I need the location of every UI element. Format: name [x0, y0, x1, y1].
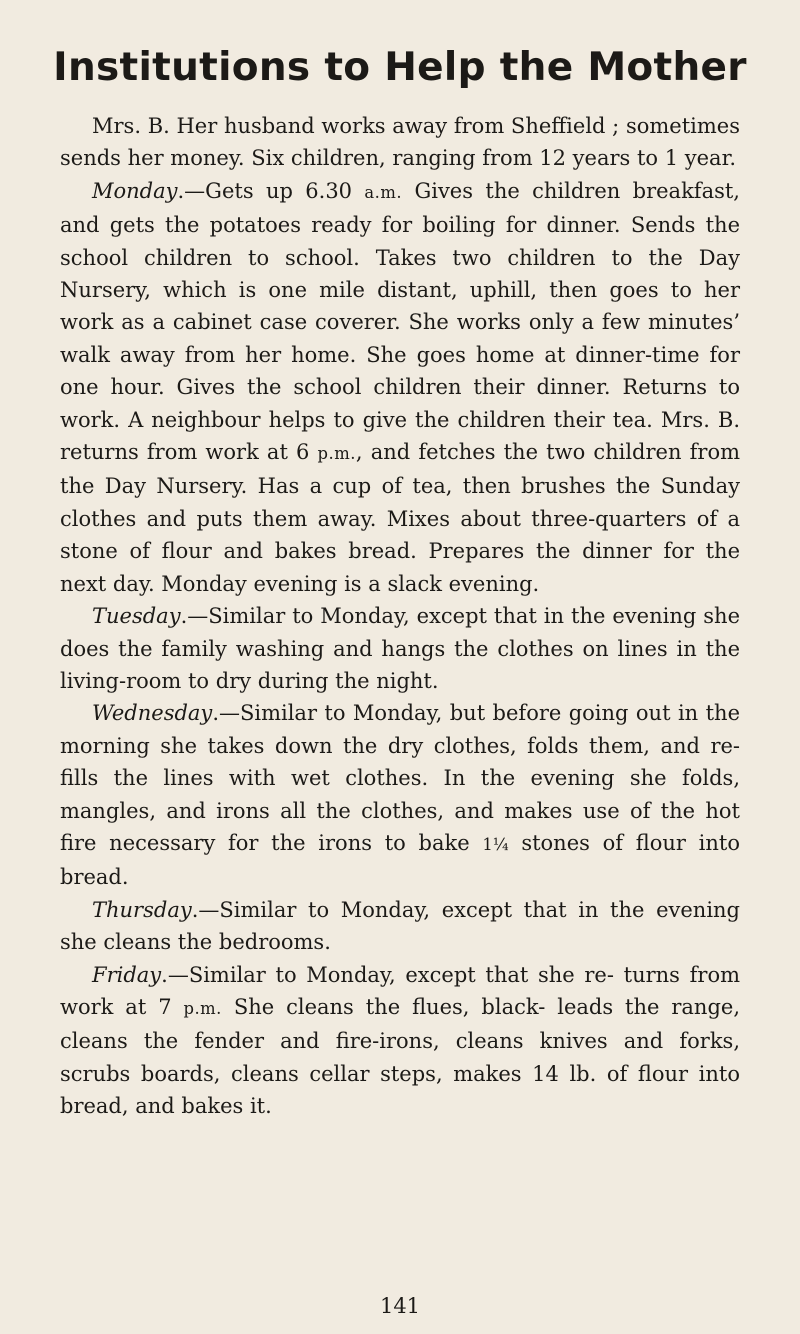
monday-label: Monday	[92, 178, 178, 203]
tuesday-label: Tuesday	[92, 604, 181, 629]
thursday-text: .—Similar to Monday, except that in the evening she cleans the bedrooms.	[60, 897, 740, 955]
monday-am: a.m.	[364, 182, 403, 202]
wednesday-text-a: .—Similar to Monday, but before going out in the morning she takes down the dry clothes, folds them, and re-fills the lines with wet clothes. In the evening she folds, mangles, and irons all the clothes, and makes use of the hot fire necessary for the irons to bake	[60, 701, 740, 855]
page-body	[60, 110, 740, 1123]
monday-text-c: , and fetches the two children from the Day Nursery. Has a cup of tea, then brushes the Sunday clothes and puts them away. Mixes about three-quarters of a stone of flour and bakes bread. Prepares the dinner for the next day. Monday evening is a slack evening.	[60, 440, 740, 596]
thursday-label: Thursday	[92, 897, 192, 922]
friday-pm: p.m.	[183, 998, 222, 1018]
friday-text-a: .—Similar to Monday, except that she re- turns from work at 7	[60, 962, 740, 1019]
monday-text-b: Gives the children breakfast, and gets the potatoes ready for boiling for dinner. Sends the school children to school. Takes two children to the Day Nursery, which is one mile distant, uphill, then goes to her work as a cabinet case coverer. She works only a few minutes’ walk away from her home. She goes home at dinner-time for one hour. Gives the school children their dinner. Returns to work. A neighbour helps to give the children their tea. Mrs. B. returns from work at 6	[60, 178, 740, 465]
friday-label: Friday	[92, 962, 162, 987]
wednesday-quantity: 1¼	[482, 834, 509, 854]
monday-paragraph	[60, 175, 740, 600]
page-number: 141	[379, 1294, 421, 1318]
page-title: Institutions to Help the Mother	[53, 45, 747, 90]
tuesday-text: .—Similar to Monday, except that in the evening she does the family washing and hangs the clothes on lines in the living-room to dry during the night.	[60, 604, 740, 693]
wednesday-paragraph	[60, 697, 740, 893]
friday-paragraph	[60, 959, 740, 1123]
wednesday-text-b: stones of flour into bread.	[60, 830, 741, 890]
tuesday-paragraph	[60, 600, 740, 697]
monday-pm: p.m.	[317, 444, 356, 464]
thursday-paragraph	[60, 894, 740, 959]
monday-text-a: .—Gets up 6.30	[177, 178, 365, 203]
friday-text-b: She cleans the flues, black- leads the range, cleans the fender and fire-irons, cleans knives and forks, scrubs boards, cleans cellar steps, makes 14 lb. of flour into bread, and bakes it.	[60, 994, 740, 1119]
wednesday-label: Wednesday	[92, 701, 213, 726]
intro-paragraph: Mrs. B. Her husband works away from Sheffield ; sometimes sends her money. Six children, ranging from 12 years to 1 year.	[60, 114, 740, 171]
